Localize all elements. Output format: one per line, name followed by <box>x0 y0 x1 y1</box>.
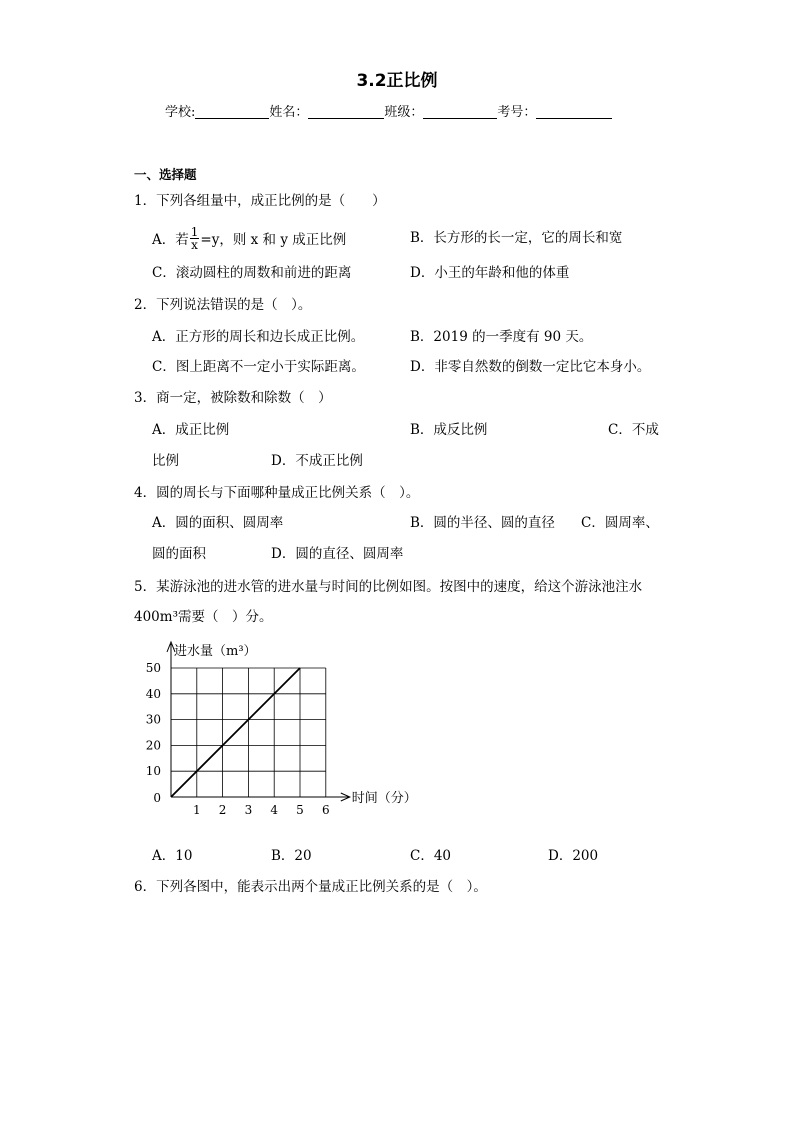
y-tick-label: 20 <box>145 738 161 753</box>
question-5-option-d[interactable]: D．200 <box>548 848 599 864</box>
class-blank[interactable] <box>423 104 497 119</box>
question-4-option-b[interactable]: B．圆的半径、圆的直径 <box>410 515 555 531</box>
question-1-stem: 1．下列各组量中，成正比例的是（ ） <box>134 193 386 209</box>
school-blank[interactable] <box>195 104 269 119</box>
question-5-stem-line1: 5．某游泳池的进水管的进水量与时间的比例如图。按图中的速度，给这个游泳池注水 <box>134 579 643 595</box>
question-3-option-a[interactable]: A．成正比例 <box>152 422 230 438</box>
question-5-option-b[interactable]: B．20 <box>271 848 312 864</box>
option-a-prefix: A．若 <box>152 232 189 248</box>
question-1-option-a[interactable] <box>152 225 347 253</box>
chart-origin-label: 0 <box>153 791 161 805</box>
student-info-line <box>165 104 612 122</box>
question-4-option-c-part2[interactable]: 圆的面积 <box>152 546 206 562</box>
question-3-option-c-part2[interactable]: 比例 <box>152 453 179 469</box>
y-tick-label: 10 <box>145 764 161 779</box>
x-tick-label: 3 <box>244 803 253 817</box>
name-blank[interactable] <box>308 104 384 119</box>
name-label: 姓名： <box>269 105 309 120</box>
question-5-option-c[interactable]: C．40 <box>410 848 452 864</box>
question-6-stem: 6．下列各图中，能表示出两个量成正比例关系的是（ ）。 <box>134 879 487 895</box>
question-5-stem-line2: 400m³需要（ ）分。 <box>134 609 273 625</box>
question-2-option-a[interactable]: A．正方形的周长和边长成正比例。 <box>152 329 365 345</box>
fraction-numerator: 1 <box>190 225 199 239</box>
question-1-option-c[interactable]: C．滚动圆柱的周数和前进的距离 <box>152 265 352 281</box>
question-2-option-b[interactable]: B．2019 的一季度有 90 天。 <box>410 329 593 345</box>
question-2-option-c[interactable]: C．图上距离不一定小于实际距离。 <box>152 359 365 375</box>
question-3-stem: 3．商一定，被除数和除数（ ） <box>134 390 332 406</box>
number-blank[interactable] <box>536 104 612 119</box>
question-1-option-d[interactable]: D．小王的年龄和他的体重 <box>410 265 570 281</box>
question-5-option-a[interactable]: A．10 <box>152 848 193 864</box>
section-title: 一、选择题 <box>134 167 197 182</box>
fraction <box>190 226 200 251</box>
x-tick-label: 4 <box>270 803 279 817</box>
option-a-suffix: =y，则 x 和 y 成正比例 <box>200 232 347 248</box>
question-3-option-c-part1[interactable]: C．不成 <box>608 422 659 438</box>
question-3-option-d[interactable]: D．不成正比例 <box>271 453 363 469</box>
chart-grid <box>171 668 326 797</box>
question-2-stem: 2．下列说法错误的是（ ）。 <box>134 297 312 313</box>
question-2-option-d[interactable]: D．非零自然数的倒数一定比它本身小。 <box>410 359 651 375</box>
page-title: 3.2正比例 <box>356 71 438 91</box>
x-tick-label: 6 <box>321 803 330 817</box>
x-tick-label: 1 <box>192 803 201 817</box>
x-tick-label: 5 <box>296 803 304 817</box>
number-label: 考号： <box>497 105 537 120</box>
x-tick-label: 2 <box>218 803 227 817</box>
question-4-stem: 4．圆的周长与下面哪种量成正比例关系（ ）。 <box>134 485 420 501</box>
chart-axes <box>167 642 350 801</box>
class-label: 班级： <box>384 105 424 120</box>
chart-y-axis-label: 进水量（m³） <box>174 644 257 659</box>
series-line <box>171 668 300 797</box>
chart-series <box>171 668 300 797</box>
question-4-option-a[interactable]: A．圆的面积、圆周率 <box>152 515 284 531</box>
y-tick-label: 40 <box>145 686 161 701</box>
fraction-denominator: x <box>191 238 198 252</box>
question-3-option-b[interactable]: B．成反比例 <box>410 422 488 438</box>
question-4-option-c-part1[interactable]: C．圆周率、 <box>581 515 659 531</box>
question-4-option-d[interactable]: D．圆的直径、圆周率 <box>271 546 404 562</box>
chart-x-axis-label: 时间（分） <box>351 791 417 806</box>
y-tick-label: 30 <box>145 712 161 727</box>
question-1-option-b[interactable]: B．长方形的长一定，它的周长和宽 <box>410 230 623 246</box>
water-inflow-chart <box>130 636 430 826</box>
school-label: 学校: <box>165 105 196 120</box>
y-tick-label: 50 <box>145 661 161 675</box>
